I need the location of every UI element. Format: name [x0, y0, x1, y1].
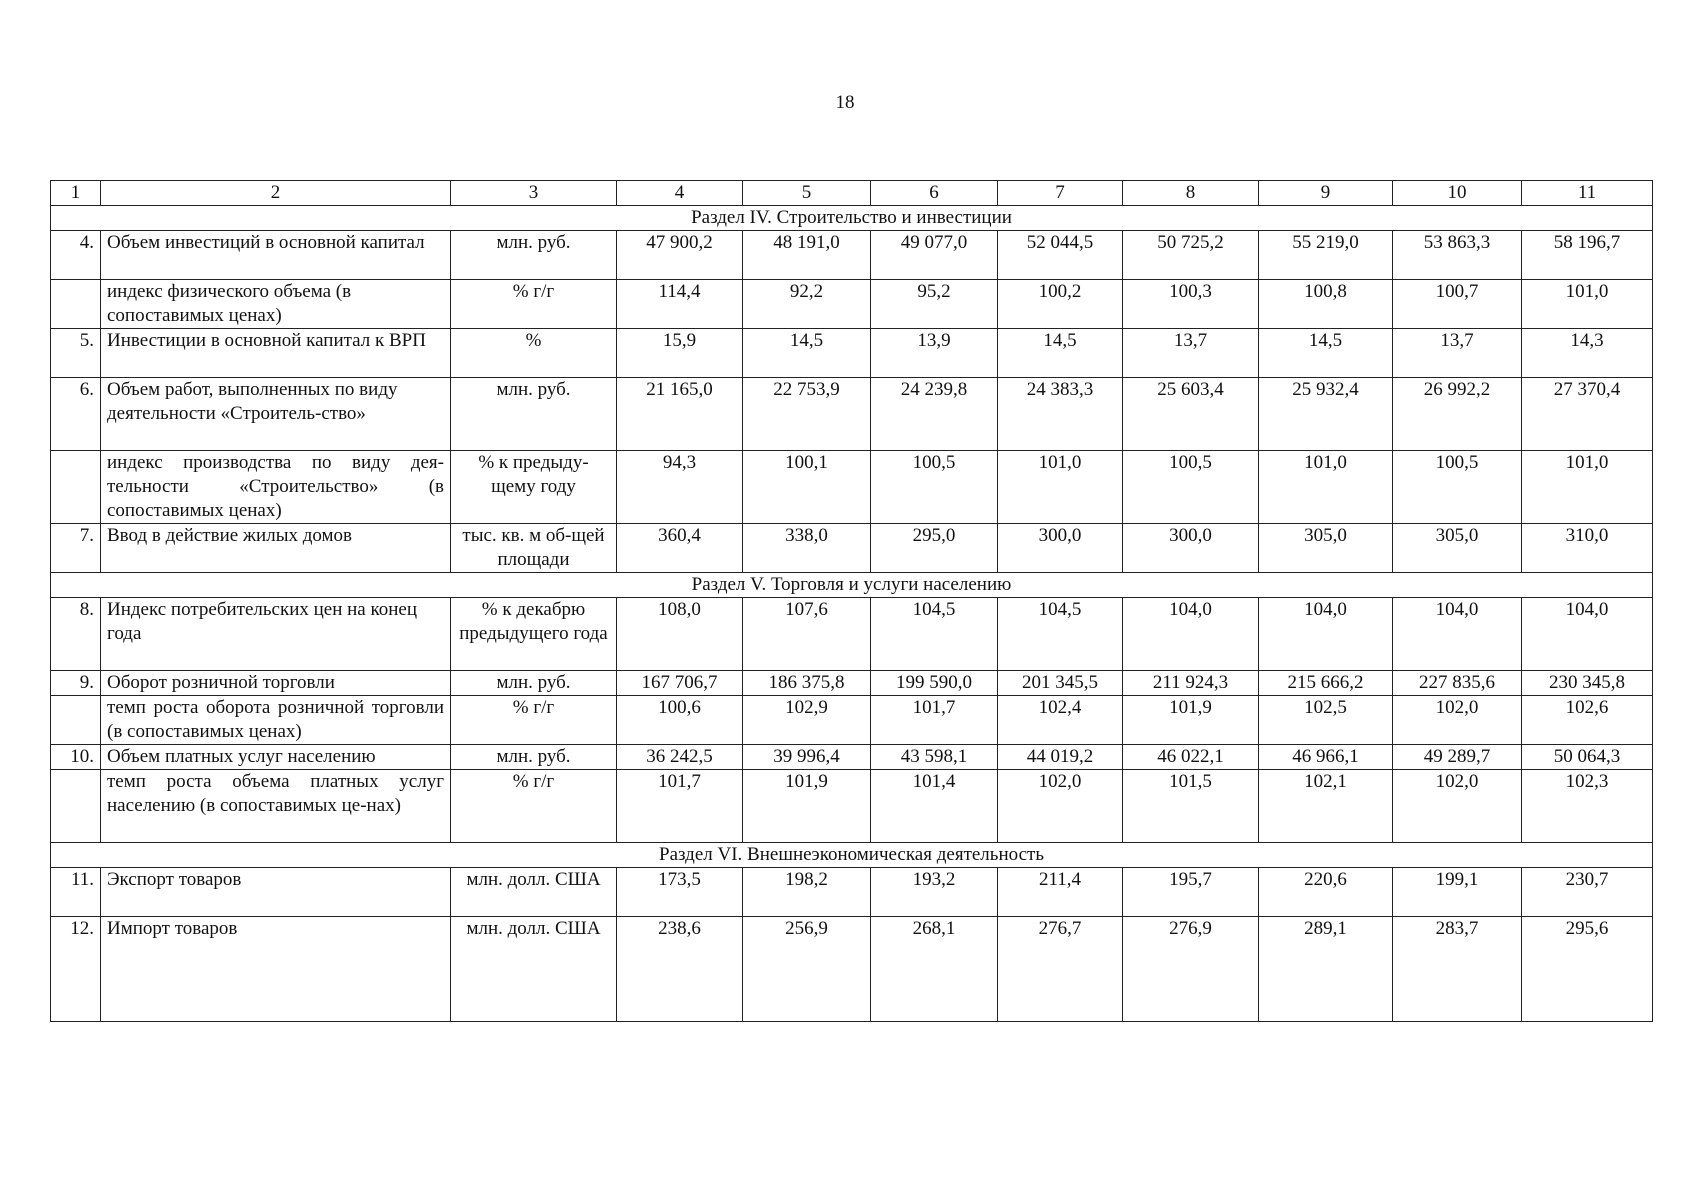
indicator-name: темп роста объема платных услуг населению (в сопоставимых це-нах) [101, 770, 451, 843]
value-cell: 46 966,1 [1259, 745, 1393, 770]
value-cell: 25 932,4 [1259, 378, 1393, 451]
section-title: Раздел V. Торговля и услуги населению [51, 573, 1653, 598]
value-cell: 25 603,4 [1123, 378, 1259, 451]
row-number: 7. [51, 524, 101, 573]
value-cell: 220,6 [1259, 868, 1393, 917]
value-cell: 104,0 [1522, 598, 1653, 671]
unit: млн. руб. [451, 378, 617, 451]
value-cell: 104,0 [1259, 598, 1393, 671]
col-header: 1 [51, 181, 101, 206]
indicator-name: Объем работ, выполненных по виду деятельности «Строитель-ство» [101, 378, 451, 451]
indicator-name: индекс физического объема (в сопоставимых ценах) [101, 280, 451, 329]
value-cell: 199,1 [1393, 868, 1522, 917]
value-cell: 102,6 [1522, 696, 1653, 745]
table-row [51, 329, 1653, 378]
value-cell: 104,5 [998, 598, 1123, 671]
value-cell: 102,0 [1393, 696, 1522, 745]
value-cell: 102,1 [1259, 770, 1393, 843]
value-cell: 167 706,7 [617, 671, 743, 696]
value-cell: 14,3 [1522, 329, 1653, 378]
value-cell: 186 375,8 [743, 671, 871, 696]
row-number: 5. [51, 329, 101, 378]
value-cell: 276,9 [1123, 917, 1259, 1022]
page-number: 18 [835, 92, 855, 113]
value-cell: 47 900,2 [617, 231, 743, 280]
row-number [51, 280, 101, 329]
indicator-name: Объем платных услуг населению [101, 745, 451, 770]
value-cell: 36 242,5 [617, 745, 743, 770]
section-title: Раздел IV. Строительство и инвестиции [51, 206, 1653, 231]
unit: % [451, 329, 617, 378]
col-header: 11 [1522, 181, 1653, 206]
value-cell: 58 196,7 [1522, 231, 1653, 280]
value-cell: 107,6 [743, 598, 871, 671]
section-header [51, 843, 1653, 868]
value-cell: 14,5 [998, 329, 1123, 378]
value-cell: 211,4 [998, 868, 1123, 917]
value-cell: 173,5 [617, 868, 743, 917]
value-cell: 300,0 [1123, 524, 1259, 573]
indicator-name: Экспорт товаров [101, 868, 451, 917]
indicators-table [50, 180, 1653, 1022]
section-title: Раздел VI. Внешнеэкономическая деятельность [51, 843, 1653, 868]
value-cell: 100,5 [1393, 451, 1522, 524]
table-row [51, 917, 1653, 1022]
value-cell: 15,9 [617, 329, 743, 378]
table-row [51, 451, 1653, 524]
section-header [51, 206, 1653, 231]
value-cell: 295,6 [1522, 917, 1653, 1022]
value-cell: 102,3 [1522, 770, 1653, 843]
value-cell: 338,0 [743, 524, 871, 573]
value-cell: 49 289,7 [1393, 745, 1522, 770]
col-header: 6 [871, 181, 998, 206]
value-cell: 100,5 [1123, 451, 1259, 524]
value-cell: 101,0 [1522, 451, 1653, 524]
value-cell: 227 835,6 [1393, 671, 1522, 696]
value-cell: 26 992,2 [1393, 378, 1522, 451]
indicator-name: индекс производства по виду дея-тельности «Строительство» (в сопоставимых ценах) [101, 451, 451, 524]
value-cell: 50 064,3 [1522, 745, 1653, 770]
value-cell: 102,9 [743, 696, 871, 745]
value-cell: 100,6 [617, 696, 743, 745]
unit: млн. руб. [451, 671, 617, 696]
row-number [51, 770, 101, 843]
unit: тыс. кв. м об-щей площади [451, 524, 617, 573]
value-cell: 46 022,1 [1123, 745, 1259, 770]
value-cell: 199 590,0 [871, 671, 998, 696]
indicator-name: Объем инвестиций в основной капитал [101, 231, 451, 280]
value-cell: 14,5 [743, 329, 871, 378]
value-cell: 310,0 [1522, 524, 1653, 573]
unit: % г/г [451, 696, 617, 745]
value-cell: 94,3 [617, 451, 743, 524]
value-cell: 13,7 [1123, 329, 1259, 378]
value-cell: 114,4 [617, 280, 743, 329]
value-cell: 14,5 [1259, 329, 1393, 378]
value-cell: 215 666,2 [1259, 671, 1393, 696]
row-number [51, 696, 101, 745]
value-cell: 104,5 [871, 598, 998, 671]
value-cell: 101,9 [1123, 696, 1259, 745]
row-number: 9. [51, 671, 101, 696]
unit: % к предыду-щему году [451, 451, 617, 524]
value-cell: 230 345,8 [1522, 671, 1653, 696]
value-cell: 102,4 [998, 696, 1123, 745]
indicator-name: Импорт товаров [101, 917, 451, 1022]
col-header: 7 [998, 181, 1123, 206]
row-number: 4. [51, 231, 101, 280]
value-cell: 101,7 [617, 770, 743, 843]
value-cell: 92,2 [743, 280, 871, 329]
value-cell: 53 863,3 [1393, 231, 1522, 280]
row-number: 10. [51, 745, 101, 770]
value-cell: 102,0 [1393, 770, 1522, 843]
value-cell: 43 598,1 [871, 745, 998, 770]
value-cell: 305,0 [1259, 524, 1393, 573]
unit: млн. долл. США [451, 868, 617, 917]
row-number: 8. [51, 598, 101, 671]
indicator-name: Индекс потребительских цен на конец года [101, 598, 451, 671]
table-row [51, 378, 1653, 451]
table-row [51, 696, 1653, 745]
col-header: 3 [451, 181, 617, 206]
value-cell: 289,1 [1259, 917, 1393, 1022]
value-cell: 100,5 [871, 451, 998, 524]
value-cell: 276,7 [998, 917, 1123, 1022]
value-cell: 22 753,9 [743, 378, 871, 451]
table-row [51, 598, 1653, 671]
value-cell: 100,3 [1123, 280, 1259, 329]
row-number: 12. [51, 917, 101, 1022]
table-row [51, 770, 1653, 843]
value-cell: 52 044,5 [998, 231, 1123, 280]
value-cell: 48 191,0 [743, 231, 871, 280]
column-number-row [51, 181, 1653, 206]
col-header: 5 [743, 181, 871, 206]
value-cell: 101,9 [743, 770, 871, 843]
indicator-name: Инвестиции в основной капитал к ВРП [101, 329, 451, 378]
section-header [51, 573, 1653, 598]
value-cell: 101,0 [1522, 280, 1653, 329]
row-number: 6. [51, 378, 101, 451]
unit: % г/г [451, 280, 617, 329]
value-cell: 268,1 [871, 917, 998, 1022]
value-cell: 101,7 [871, 696, 998, 745]
value-cell: 101,4 [871, 770, 998, 843]
value-cell: 100,7 [1393, 280, 1522, 329]
table-row [51, 231, 1653, 280]
unit: млн. руб. [451, 231, 617, 280]
value-cell: 283,7 [1393, 917, 1522, 1022]
value-cell: 256,9 [743, 917, 871, 1022]
indicator-name: темп роста оборота розничной торговли (в сопоставимых ценах) [101, 696, 451, 745]
unit: млн. руб. [451, 745, 617, 770]
table-row [51, 280, 1653, 329]
value-cell: 360,4 [617, 524, 743, 573]
row-number [51, 451, 101, 524]
value-cell: 101,0 [998, 451, 1123, 524]
unit: млн. долл. США [451, 917, 617, 1022]
value-cell: 100,2 [998, 280, 1123, 329]
col-header: 8 [1123, 181, 1259, 206]
value-cell: 49 077,0 [871, 231, 998, 280]
value-cell: 55 219,0 [1259, 231, 1393, 280]
value-cell: 102,0 [998, 770, 1123, 843]
value-cell: 108,0 [617, 598, 743, 671]
value-cell: 193,2 [871, 868, 998, 917]
value-cell: 211 924,3 [1123, 671, 1259, 696]
row-number: 11. [51, 868, 101, 917]
value-cell: 24 239,8 [871, 378, 998, 451]
value-cell: 101,5 [1123, 770, 1259, 843]
value-cell: 13,9 [871, 329, 998, 378]
value-cell: 230,7 [1522, 868, 1653, 917]
value-cell: 24 383,3 [998, 378, 1123, 451]
value-cell: 300,0 [998, 524, 1123, 573]
col-header: 2 [101, 181, 451, 206]
value-cell: 195,7 [1123, 868, 1259, 917]
col-header: 4 [617, 181, 743, 206]
indicator-name: Оборот розничной торговли [101, 671, 451, 696]
value-cell: 305,0 [1393, 524, 1522, 573]
value-cell: 50 725,2 [1123, 231, 1259, 280]
table-row [51, 524, 1653, 573]
value-cell: 295,0 [871, 524, 998, 573]
value-cell: 201 345,5 [998, 671, 1123, 696]
value-cell: 39 996,4 [743, 745, 871, 770]
value-cell: 100,1 [743, 451, 871, 524]
value-cell: 104,0 [1123, 598, 1259, 671]
value-cell: 44 019,2 [998, 745, 1123, 770]
value-cell: 100,8 [1259, 280, 1393, 329]
col-header: 10 [1393, 181, 1522, 206]
value-cell: 198,2 [743, 868, 871, 917]
value-cell: 104,0 [1393, 598, 1522, 671]
value-cell: 101,0 [1259, 451, 1393, 524]
value-cell: 238,6 [617, 917, 743, 1022]
col-header: 9 [1259, 181, 1393, 206]
unit: % г/г [451, 770, 617, 843]
value-cell: 27 370,4 [1522, 378, 1653, 451]
value-cell: 102,5 [1259, 696, 1393, 745]
value-cell: 95,2 [871, 280, 998, 329]
indicator-name: Ввод в действие жилых домов [101, 524, 451, 573]
table-row [51, 868, 1653, 917]
table-row [51, 745, 1653, 770]
table-row [51, 671, 1653, 696]
unit: % к декабрю предыдущего года [451, 598, 617, 671]
value-cell: 21 165,0 [617, 378, 743, 451]
value-cell: 13,7 [1393, 329, 1522, 378]
